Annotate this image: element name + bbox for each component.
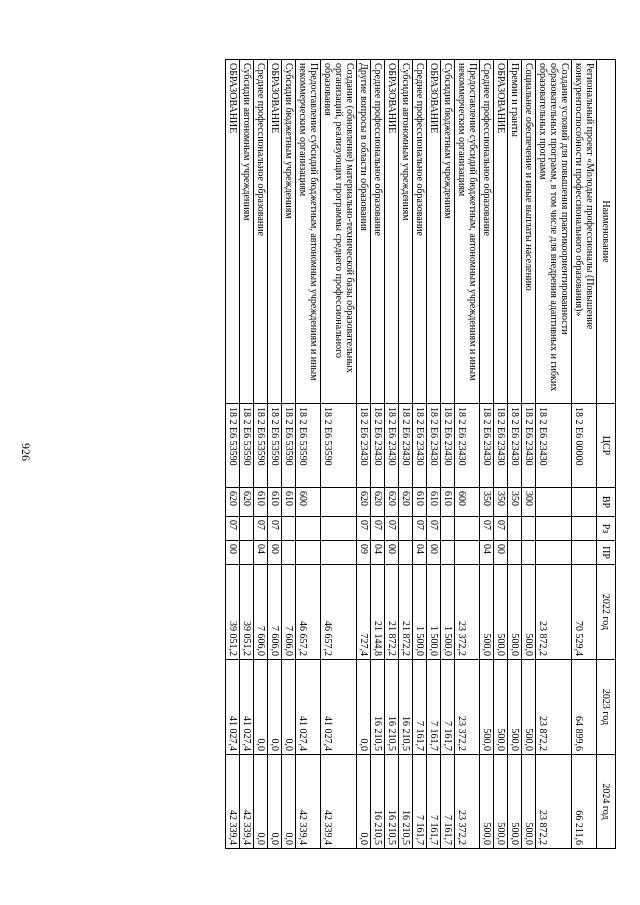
cell-2022: 1 500,0	[427, 565, 441, 660]
cell-name: ОБРАЗОВАНИЕ	[385, 60, 399, 404]
cell-pr	[536, 541, 572, 565]
cell-csr: 18 2 Е6 53590	[321, 404, 357, 488]
cell-2022: 21 144,8	[371, 565, 385, 660]
cell-csr: 18 2 Е6 23430	[441, 404, 455, 488]
cell-rz: 07	[371, 517, 385, 541]
cell-vr: 600	[455, 488, 480, 517]
table-row	[455, 60, 480, 849]
cell-2022: 1 500,0	[441, 565, 455, 660]
cell-2022: 39 051,2	[226, 565, 240, 660]
cell-name: Премии и гранты	[508, 60, 522, 404]
cell-2023: 500,0	[494, 660, 508, 755]
cell-2024: 42 339,4	[240, 755, 254, 849]
cell-vr: 620	[226, 488, 240, 517]
cell-2024: 16 210,5	[399, 755, 413, 849]
cell-rz	[296, 517, 321, 541]
cell-2022: 727,4	[357, 565, 371, 660]
cell-2022: 7 606,0	[282, 565, 296, 660]
cell-2022: 23 372,2	[455, 565, 480, 660]
table-row	[399, 60, 413, 849]
cell-2023: 16 210,5	[385, 660, 399, 755]
cell-2023: 41 027,4	[296, 660, 321, 755]
cell-csr: 18 2 Е6 23430	[413, 404, 427, 488]
cell-csr: 18 2 Е6 23430	[427, 404, 441, 488]
header-rz: Рз	[597, 517, 616, 541]
cell-2024: 500,0	[522, 755, 536, 849]
table-row	[357, 60, 371, 849]
cell-csr: 18 2 Е6 53590	[226, 404, 240, 488]
table-row	[536, 60, 572, 849]
cell-name: Субсидии автономным учреждениям	[399, 60, 413, 404]
budget-table	[225, 59, 616, 849]
cell-name: ОБРАЗОВАНИЕ	[427, 60, 441, 404]
cell-pr	[522, 541, 536, 565]
cell-2023: 41 027,4	[240, 660, 254, 755]
cell-pr	[321, 541, 357, 565]
cell-2024: 42 339,4	[226, 755, 240, 849]
cell-2024: 0,0	[357, 755, 371, 849]
cell-2024: 66 211,6	[572, 755, 597, 849]
cell-csr: 18 2 Е6 23430	[399, 404, 413, 488]
cell-rz: 07	[427, 517, 441, 541]
cell-vr: 620	[399, 488, 413, 517]
cell-rz: 07	[254, 517, 268, 541]
cell-2023: 7 161,7	[413, 660, 427, 755]
cell-pr: 00	[385, 541, 399, 565]
cell-pr	[399, 541, 413, 565]
cell-rz	[240, 517, 254, 541]
cell-rz: 07	[357, 517, 371, 541]
header-2024: 2024 год	[597, 755, 616, 849]
cell-2023: 7 161,7	[427, 660, 441, 755]
cell-2024: 23 372,2	[455, 755, 480, 849]
cell-2024: 42 339,4	[296, 755, 321, 849]
cell-name: Создание (обновление) материально-технической базы образовательных организаций, реализующих программы среднего профессионального образования	[321, 60, 357, 404]
table-row	[240, 60, 254, 849]
cell-vr	[572, 488, 597, 517]
cell-2023: 0,0	[254, 660, 268, 755]
cell-rz	[282, 517, 296, 541]
cell-2024: 500,0	[494, 755, 508, 849]
cell-2022: 23 872,2	[536, 565, 572, 660]
cell-rz	[572, 517, 597, 541]
cell-vr: 610	[282, 488, 296, 517]
cell-vr: 610	[413, 488, 427, 517]
table-row	[321, 60, 357, 849]
cell-2023: 23 372,2	[455, 660, 480, 755]
cell-rz: 07	[385, 517, 399, 541]
cell-vr	[536, 488, 572, 517]
cell-2023: 16 210,5	[371, 660, 385, 755]
cell-pr	[455, 541, 480, 565]
table-row	[508, 60, 522, 849]
cell-name: Региональный проект «Молодые профессионалы (Повышение конкурентоспособности профессионального образования)»	[572, 60, 597, 404]
cell-vr: 610	[254, 488, 268, 517]
cell-2024: 16 210,5	[385, 755, 399, 849]
cell-2024: 23 872,2	[536, 755, 572, 849]
table-row	[494, 60, 508, 849]
cell-name: ОБРАЗОВАНИЕ	[226, 60, 240, 404]
cell-name: Предоставление субсидий бюджетным, автономным учреждениям и иным некоммерческим организациям	[455, 60, 480, 404]
cell-2022: 46 657,2	[321, 565, 357, 660]
cell-name: Социальное обеспечение и иные выплаты населению	[522, 60, 536, 404]
cell-2023: 500,0	[508, 660, 522, 755]
cell-csr: 18 2 Е6 23430	[522, 404, 536, 488]
cell-rz	[536, 517, 572, 541]
cell-csr: 18 2 Е6 23430	[385, 404, 399, 488]
table-row	[441, 60, 455, 849]
cell-rz: 07	[413, 517, 427, 541]
cell-csr: 18 2 Е6 53590	[254, 404, 268, 488]
table-row	[268, 60, 282, 849]
cell-name: Субсидии бюджетным учреждениям	[441, 60, 455, 404]
cell-2023: 0,0	[357, 660, 371, 755]
cell-2024: 0,0	[254, 755, 268, 849]
table-header-row	[597, 60, 616, 849]
cell-csr: 18 2 Е6 53590	[268, 404, 282, 488]
cell-csr: 18 2 Е6 23430	[371, 404, 385, 488]
cell-csr: 18 2 Е6 23430	[494, 404, 508, 488]
table-row	[371, 60, 385, 849]
table-row	[413, 60, 427, 849]
header-vr: ВР	[597, 488, 616, 517]
cell-2022: 500,0	[480, 565, 494, 660]
cell-name: Среднее профессиональное образование	[254, 60, 268, 404]
header-name: Наименование	[597, 60, 616, 404]
cell-rz	[441, 517, 455, 541]
cell-2024: 7 161,7	[427, 755, 441, 849]
cell-2022: 1 500,0	[413, 565, 427, 660]
table-row	[226, 60, 240, 849]
cell-csr: 18 2 Е6 53590	[282, 404, 296, 488]
cell-pr	[296, 541, 321, 565]
cell-2023: 0,0	[282, 660, 296, 755]
table-row	[385, 60, 399, 849]
cell-csr: 18 2 Е6 23430	[536, 404, 572, 488]
cell-pr	[282, 541, 296, 565]
cell-pr	[508, 541, 522, 565]
cell-2024: 7 161,7	[441, 755, 455, 849]
cell-2022: 70 529,4	[572, 565, 597, 660]
cell-pr: 00	[226, 541, 240, 565]
cell-rz	[399, 517, 413, 541]
cell-vr: 620	[357, 488, 371, 517]
table-row	[254, 60, 268, 849]
cell-name: ОБРАЗОВАНИЕ	[268, 60, 282, 404]
cell-vr: 350	[480, 488, 494, 517]
cell-rz	[508, 517, 522, 541]
cell-rz: 07	[480, 517, 494, 541]
cell-vr: 610	[441, 488, 455, 517]
cell-vr: 610	[427, 488, 441, 517]
cell-2023: 500,0	[522, 660, 536, 755]
header-2023: 2023 год	[597, 660, 616, 755]
cell-name: Субсидии автономным учреждениям	[240, 60, 254, 404]
cell-vr: 620	[240, 488, 254, 517]
cell-vr: 620	[371, 488, 385, 517]
cell-2022: 500,0	[522, 565, 536, 660]
cell-2023: 0,0	[268, 660, 282, 755]
cell-csr: 18 2 Е6 00000	[572, 404, 597, 488]
cell-csr: 18 2 Е6 23430	[480, 404, 494, 488]
budget-table-container	[77, 59, 616, 848]
cell-vr: 300	[522, 488, 536, 517]
cell-name: Создание условий для повышения практикоориентированности образовательных программ, в том числе для внедрения адаптивных и гибких образовательных программ	[536, 60, 572, 404]
table-row	[480, 60, 494, 849]
cell-csr: 18 2 Е6 23430	[357, 404, 371, 488]
cell-2023: 16 210,5	[399, 660, 413, 755]
cell-2023: 500,0	[480, 660, 494, 755]
cell-csr: 18 2 Е6 23430	[455, 404, 480, 488]
header-2022: 2022 год	[597, 565, 616, 660]
cell-csr: 18 2 Е6 53590	[296, 404, 321, 488]
cell-rz: 07	[494, 517, 508, 541]
cell-2023: 23 872,2	[536, 660, 572, 755]
cell-2023: 41 027,4	[226, 660, 240, 755]
table-row	[296, 60, 321, 849]
table-row	[572, 60, 597, 849]
cell-name: Среднее профессиональное образование	[371, 60, 385, 404]
cell-csr: 18 2 Е6 53590	[240, 404, 254, 488]
cell-2022: 21 872,2	[399, 565, 413, 660]
cell-2023: 64 899,6	[572, 660, 597, 755]
table-body	[226, 60, 597, 849]
cell-name: Среднее профессиональное образование	[480, 60, 494, 404]
cell-2022: 500,0	[508, 565, 522, 660]
cell-vr: 610	[268, 488, 282, 517]
cell-pr	[572, 541, 597, 565]
cell-rz	[321, 517, 357, 541]
cell-2024: 0,0	[282, 755, 296, 849]
cell-name: Предоставление субсидий бюджетным, автономным учреждениям и иным некоммерческим организациям	[296, 60, 321, 404]
cell-2023: 7 161,7	[441, 660, 455, 755]
cell-vr: 350	[494, 488, 508, 517]
cell-pr: 04	[254, 541, 268, 565]
table-row	[427, 60, 441, 849]
cell-pr	[240, 541, 254, 565]
cell-vr: 620	[385, 488, 399, 517]
header-pr: ПР	[597, 541, 616, 565]
cell-2024: 16 210,5	[371, 755, 385, 849]
cell-2023: 41 027,4	[321, 660, 357, 755]
cell-vr	[321, 488, 357, 517]
cell-csr: 18 2 Е6 23430	[508, 404, 522, 488]
cell-rz	[522, 517, 536, 541]
cell-2024: 500,0	[480, 755, 494, 849]
cell-2022: 46 657,2	[296, 565, 321, 660]
table-row	[282, 60, 296, 849]
cell-2024: 0,0	[268, 755, 282, 849]
cell-pr: 04	[413, 541, 427, 565]
cell-pr: 04	[371, 541, 385, 565]
cell-pr	[441, 541, 455, 565]
cell-pr: 04	[480, 541, 494, 565]
cell-2022: 7 606,0	[268, 565, 282, 660]
cell-name: Другие вопросы в области образования	[357, 60, 371, 404]
page-number: 926	[19, 443, 34, 461]
cell-2022: 39 051,2	[240, 565, 254, 660]
cell-2024: 42 339,4	[321, 755, 357, 849]
cell-pr: 00	[268, 541, 282, 565]
cell-2024: 7 161,7	[413, 755, 427, 849]
cell-2022: 21 872,2	[385, 565, 399, 660]
cell-2022: 7 606,0	[254, 565, 268, 660]
cell-rz: 07	[268, 517, 282, 541]
cell-vr: 600	[296, 488, 321, 517]
cell-rz	[455, 517, 480, 541]
cell-name: Субсидии бюджетным учреждениям	[282, 60, 296, 404]
cell-pr: 00	[494, 541, 508, 565]
cell-vr: 350	[508, 488, 522, 517]
cell-name: ОБРАЗОВАНИЕ	[494, 60, 508, 404]
cell-rz: 07	[226, 517, 240, 541]
cell-pr: 09	[357, 541, 371, 565]
header-csr: ЦСР	[597, 404, 616, 488]
cell-name: Среднее профессиональное образование	[413, 60, 427, 404]
cell-2022: 500,0	[494, 565, 508, 660]
cell-pr: 00	[427, 541, 441, 565]
cell-2024: 500,0	[508, 755, 522, 849]
table-row	[522, 60, 536, 849]
